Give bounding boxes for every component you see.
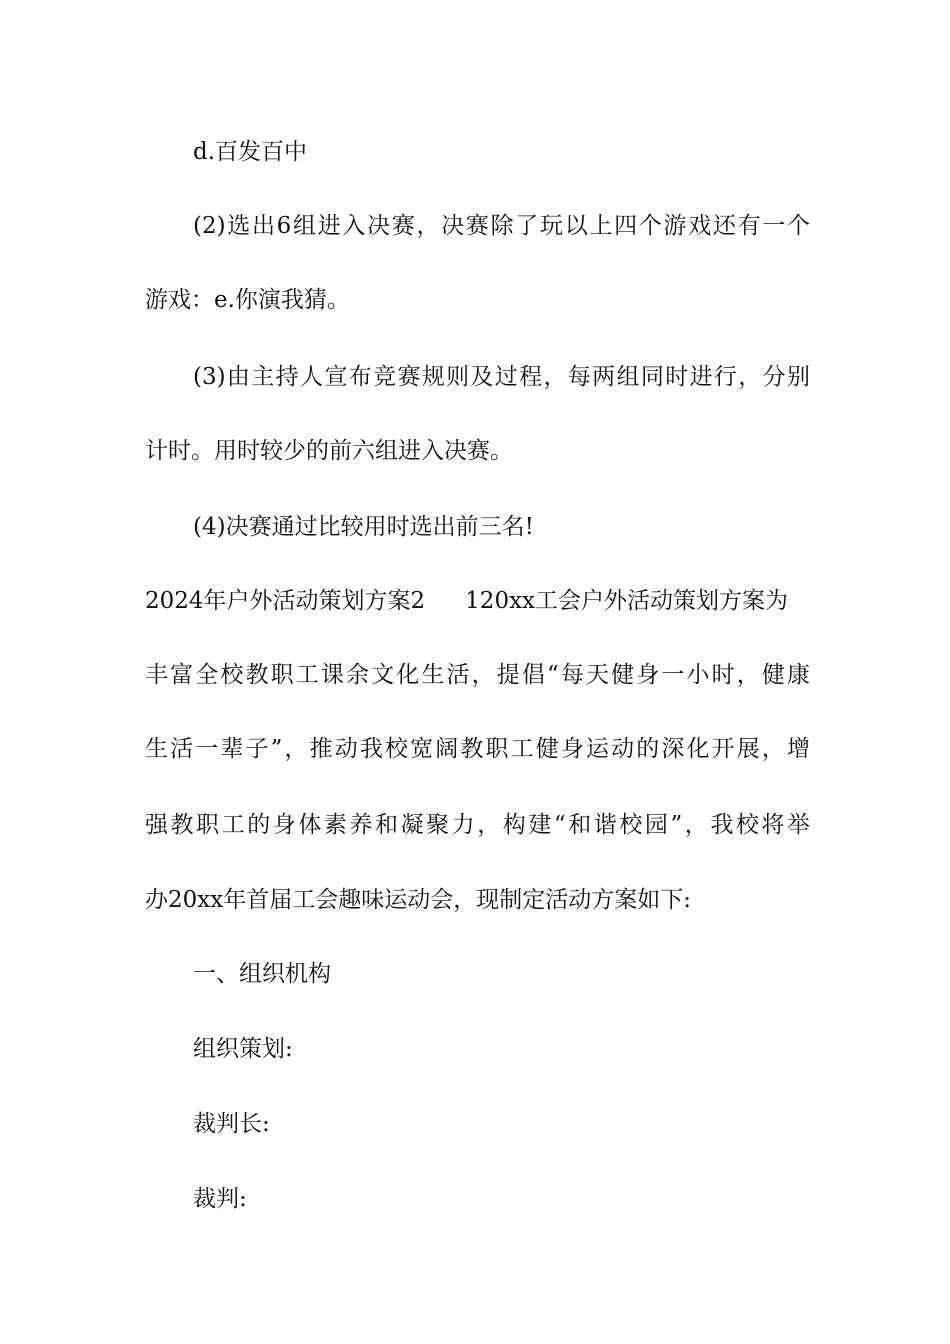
section-title: 2024年户外活动策划方案2: [145, 588, 426, 614]
body-line-1: 丰富全校教职工课余文化生活，提倡“每天健身一小时，健康: [145, 662, 810, 688]
body-line-3: 强教职工的身体素养和凝聚力，构建“和谐校园”，我校将举: [145, 812, 810, 838]
paragraph-2-line-1: (2)选出6组进入决赛，决赛除了玩以上四个游戏还有一个: [193, 213, 810, 239]
body-line-2: 生活一辈子”，推动我校宽阔教职工健身运动的深化开展，增: [145, 736, 810, 762]
section-title-line: [145, 586, 810, 616]
paragraph-2-line-2: 游戏：e.你演我猜。: [145, 287, 350, 313]
body-line-4: 办20xx年首届工会趣味运动会，现制定活动方案如下:: [145, 887, 691, 913]
list-item-d: d.百发百中: [193, 139, 308, 165]
organizer-label: 组织策划:: [193, 1036, 293, 1062]
paragraph-4: (4)决赛通过比较用时选出前三名!: [193, 514, 534, 540]
chief-referee-label: 裁判长:: [193, 1111, 270, 1137]
paragraph-3-line-2: 计时。用时较少的前六组进入决赛。: [145, 438, 513, 464]
referee-label: 裁判:: [193, 1186, 247, 1212]
paragraph-3-line-1: (3)由主持人宣布竞赛规则及过程，每两组同时进行，分别: [193, 364, 810, 390]
heading-organization: 一、组织机构: [193, 961, 331, 987]
section-intro: 120xx工会户外活动策划方案为: [465, 588, 789, 614]
